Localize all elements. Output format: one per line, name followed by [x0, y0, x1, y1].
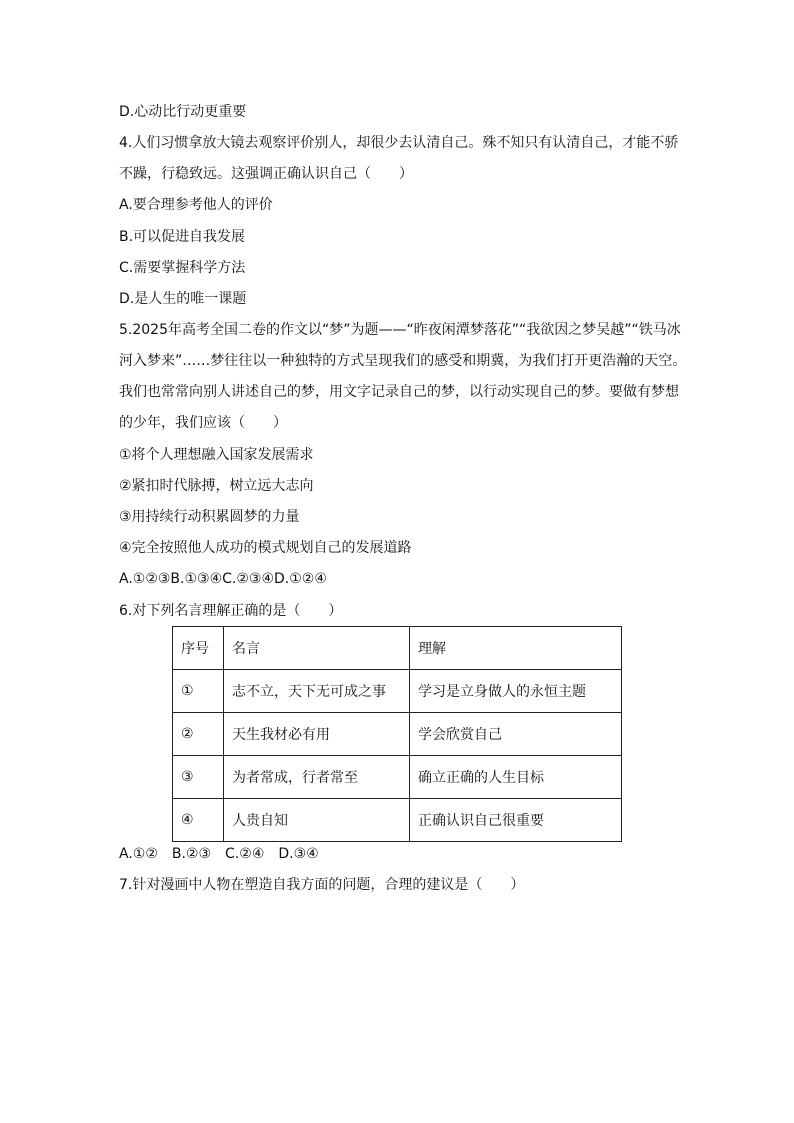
q7-stem: 7.针对漫画中人物在塑造自我方面的问题，合理的建议是（ ）: [119, 877, 525, 893]
header-cell-number: 序号: [173, 627, 224, 670]
q5-stem-line-2: 河入梦来”……梦往往以一种独特的方式呈现我们的感受和期冀，为我们打开更浩瀚的天空。: [119, 353, 687, 369]
table-header-row: [173, 627, 622, 670]
q5-item-2: ②紧扣时代脉搏，树立远大志向: [119, 478, 314, 494]
cell-understanding: 学习是立身做人的永恒主题: [410, 670, 622, 713]
q4-option-b: B.可以促进自我发展: [119, 229, 246, 245]
header-cell-understanding: 理解: [410, 627, 622, 670]
q5-stem-line-1: 5.2025年高考全国二卷的作文以“梦”为题——“昨夜闲潭梦落花”“我欲因之梦吴越”“铁马冰: [119, 322, 681, 338]
cell-quote: 人贵自知: [224, 799, 410, 842]
table-row: [173, 713, 622, 756]
table-row: [173, 670, 622, 713]
cell-understanding: 正确认识自己很重要: [410, 799, 622, 842]
cell-quote: 志不立，天下无可成之事: [224, 670, 410, 713]
q5-item-4: ④完全按照他人成功的模式规划自己的发展道路: [119, 540, 412, 556]
table-row: [173, 799, 622, 842]
q5-choices: A.①②③B.①③④C.②③④D.①②④: [119, 571, 327, 587]
cell-understanding: 确立正确的人生目标: [410, 756, 622, 799]
q4-option-c: C.需要掌握科学方法: [119, 260, 246, 276]
cell-number: ②: [173, 713, 224, 756]
cell-quote: 为者常成，行者常至: [224, 756, 410, 799]
quotes-table: [172, 626, 622, 842]
cell-understanding: 学会欣赏自己: [410, 713, 622, 756]
q4-stem-line-1: 4.人们习惯拿放大镜去观察评价别人，却很少去认清自己。殊不知只有认清自己，才能不骄: [119, 135, 679, 151]
q6-choices: A.①② B.②③ C.②④ D.③④: [119, 846, 319, 862]
q5-item-1: ①将个人理想融入国家发展需求: [119, 447, 314, 463]
q6-stem: 6.对下列名言理解正确的是（ ）: [119, 603, 343, 619]
q5-item-3: ③用持续行动积累圆梦的力量: [119, 509, 300, 525]
cell-number: ③: [173, 756, 224, 799]
cell-quote: 天生我材必有用: [224, 713, 410, 756]
q4-stem-line-2: 不躁，行稳致远。这强调正确认识自己（ ）: [119, 166, 413, 182]
q5-stem-line-3: 我们也常常向别人讲述自己的梦，用文字记录自己的梦，以行动实现自己的梦。要做有梦想: [119, 384, 679, 400]
table-row: [173, 756, 622, 799]
q4-option-a: A.要合理参考他人的评价: [119, 197, 273, 213]
header-cell-quote: 名言: [224, 627, 410, 670]
q4-option-d: D.是人生的唯一课题: [119, 291, 247, 307]
cell-number: ①: [173, 670, 224, 713]
q3-option-d: D.心动比行动更重要: [119, 104, 247, 120]
q5-stem-line-4: 的少年，我们应该（ ）: [119, 415, 287, 431]
cell-number: ④: [173, 799, 224, 842]
